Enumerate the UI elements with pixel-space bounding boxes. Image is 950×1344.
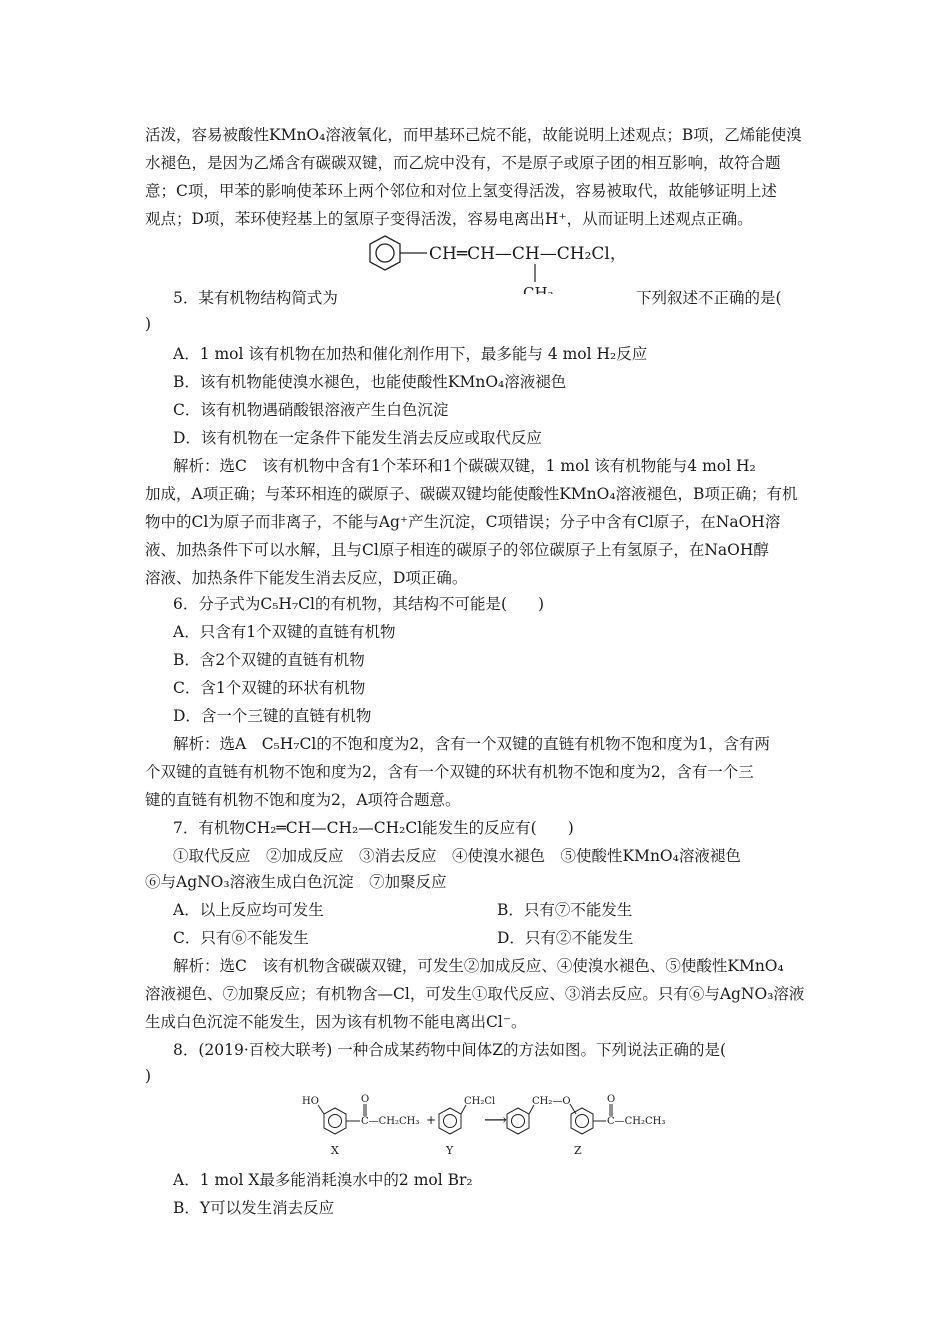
q5-stem: 5．某有机物结构简式为	[173, 289, 338, 307]
benzene-ring	[370, 236, 427, 270]
q6-analysis: 键的直链有机物不饱和度为2，A项符合题意。	[145, 791, 461, 809]
z-carbonyl-o: O	[607, 1094, 616, 1105]
q5-option-d: D．该有机物在一定条件下能发生消去反应或取代反应	[173, 429, 542, 447]
q8-paren: )	[145, 1067, 152, 1085]
q8-option-b: B．Y可以发生消去反应	[173, 1199, 335, 1217]
label-z: Z	[574, 1144, 582, 1157]
z-ring-right	[570, 1104, 612, 1134]
q7-option-c: C．只有⑥不能发生	[173, 929, 309, 947]
x-chain: C—CH₂CH₃	[361, 1116, 420, 1127]
q7-option-b: B．只有⑦不能发生	[497, 901, 633, 919]
y-ring	[439, 1105, 466, 1134]
q5-option-a: A．1 mol 该有机物在加热和催化剂作用下，最多能与 4 mol H₂反应	[173, 345, 648, 363]
q5-analysis: 物中的Cl为原子而非离子，不能与Ag⁺产生沉淀，C项错误；分子中含有Cl原子，在NaOH溶	[145, 513, 781, 531]
q7-option-d: D．只有②不能发生	[497, 929, 634, 947]
q5-stem-right: 下列叙述不正确的是(	[636, 289, 782, 307]
q8-scheme-svg	[300, 1090, 690, 1160]
text-line: 意；C项，甲苯的影响使苯环上两个邻位和对位上氢变得活泼，容易被取代，故能够证明上述	[145, 182, 777, 200]
q6-option-a: A．只含有1个双键的直链有机物	[173, 623, 396, 641]
q8-stem: 8．(2019·百校大联考) 一种合成某药物中间体Z的方法如图。下列说法正确的是(	[173, 1041, 727, 1059]
q5-analysis: 溶液、加热条件下能发生消去反应，D项正确。	[145, 569, 468, 587]
plus-sign: +	[426, 1113, 437, 1127]
q5-branch: CH₃	[523, 284, 554, 294]
q5-analysis: 解析：选C 该有机物中含有1个苯环和1个碳碳双键，1 mol 该有机物能与4 mol H₂	[173, 457, 756, 475]
text-line: 观点；D项，苯环使羟基上的氢原子变得活泼，容易电离出H⁺，从而证明上述观点正确。	[145, 210, 753, 228]
q7-items: ①取代反应 ②加成反应 ③消去反应 ④使溴水褪色 ⑤使酸性KMnO₄溶液褪色	[173, 847, 741, 865]
y-substituent: CH₂Cl	[464, 1096, 496, 1107]
z-ring-left	[507, 1105, 534, 1134]
q7-items: ⑥与AgNO₃溶液生成白色沉淀 ⑦加聚反应	[145, 873, 447, 891]
q7-analysis: 解析：选C 该有机物含碳碳双键，可发生②加成反应、④使溴水褪色、⑤使酸性KMnO₄	[173, 957, 784, 975]
q5-structure	[365, 232, 655, 294]
q5-analysis: 加成，A项正确；与苯环相连的碳原子、碳碳双键均能使酸性KMnO₄溶液褪色，B项正确；有机	[145, 485, 798, 503]
q8-scheme	[300, 1090, 690, 1160]
q5-analysis: 液、加热条件下可以水解，且与Cl原子相连的碳原子的邻位碳原子上有氢原子，在NaOH醇	[145, 541, 769, 559]
q5-option-b: B．该有机物能使溴水褪色，也能使酸性KMnO₄溶液褪色	[173, 373, 567, 391]
text-line: 活泼，容易被酸性KMnO₄溶液氧化，而甲基环己烷不能，故能说明上述观点；B项，乙烯能使溴	[145, 126, 802, 144]
q8-option-a: A．1 mol X最多能消耗溴水中的2 mol Br₂	[173, 1171, 473, 1189]
q6-option-b: B．含2个双键的直链有机物	[173, 651, 365, 669]
q6-stem: 6．分子式为C₅H₇Cl的有机物，其结构不可能是( )	[173, 595, 545, 613]
q7-analysis: 生成白色沉淀不能发生，因为该有机物不能电离出Cl⁻。	[145, 1013, 527, 1031]
text-line: 水褪色，是因为乙烯含有碳碳双键，而乙烷中没有，不是原子或原子团的相互影响，故符合题	[145, 154, 781, 172]
q7-option-a: A．以上反应均可发生	[173, 901, 324, 919]
q5-structure-svg	[365, 232, 655, 294]
q6-analysis: 个双键的直链有机物不饱和度为2，含有一个双键的环状有机物不饱和度为2，含有一个三	[145, 763, 754, 781]
x-carbonyl-o: O	[361, 1094, 370, 1105]
q5-option-c: C．该有机物遇硝酸银溶液产生白色沉淀	[173, 401, 449, 419]
q7-stem: 7．有机物CH₂═CH—CH₂—CH₂Cl能发生的反应有( )	[173, 819, 574, 837]
q6-analysis: 解析：选A C₅H₇Cl的不饱和度为2，含有一个双键的直链有机物不饱和度为1，含有两	[173, 735, 771, 753]
z-linker: CH₂—O	[532, 1096, 571, 1107]
label-y: Y	[446, 1144, 454, 1157]
q6-option-d: D．含一个三键的直链有机物	[173, 707, 372, 725]
z-chain: C—CH₂CH₃	[607, 1116, 666, 1127]
x-ring	[318, 1104, 366, 1134]
q7-analysis: 溶液褪色、⑦加聚反应；有机物含—Cl，可发生①取代反应、③消去反应。只有⑥与AgNO₃溶液	[145, 985, 805, 1003]
label-x: X	[331, 1144, 339, 1157]
q5-chain: CH═CH—CH—CH₂Cl，	[429, 244, 627, 264]
q5-paren: )	[145, 315, 152, 333]
reaction-arrow: ⟶	[484, 1110, 507, 1129]
x-oh: HO	[302, 1096, 319, 1107]
q6-option-c: C．含1个双键的环状有机物	[173, 679, 366, 697]
